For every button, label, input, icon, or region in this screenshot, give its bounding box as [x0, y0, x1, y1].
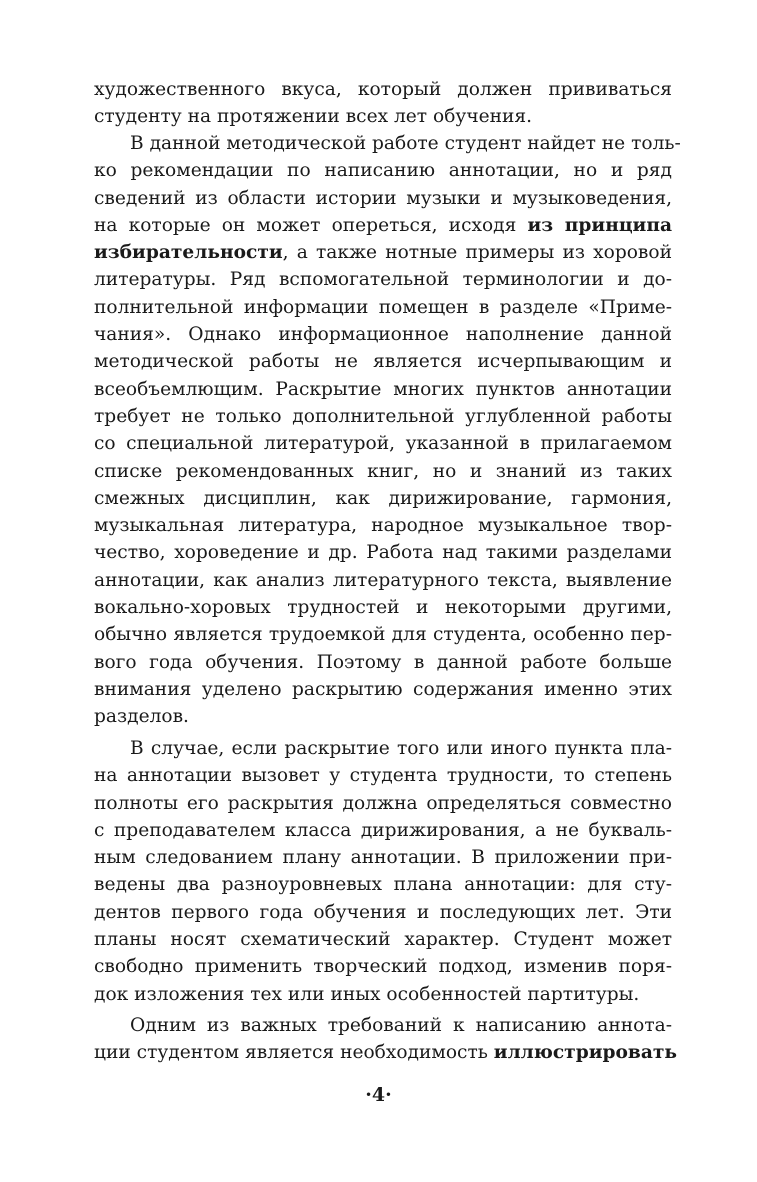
text-line — [94, 294, 672, 321]
text-run: обычно является трудоемкой для студента, особенно пер- — [94, 624, 672, 646]
text-line — [94, 871, 672, 898]
text-line — [94, 1012, 672, 1039]
text-run: студенту на протяжении всех лет обучения. — [94, 106, 533, 128]
text-line — [94, 185, 672, 212]
text-line — [94, 790, 672, 817]
text-line — [94, 817, 672, 844]
text-line — [94, 926, 672, 953]
text-run: полнительной информации помещен в разделе «Приме- — [94, 296, 672, 318]
text-run: с преподавателем класса дирижирования, а не букваль- — [94, 819, 672, 841]
text-run: ции студентом является необходимость — [94, 1042, 494, 1064]
text-run: дентов первого года обучения и последующих лет. Эти — [94, 901, 672, 923]
text-line — [94, 621, 672, 648]
text-line — [94, 899, 672, 926]
text-run: вокально-хоровых трудностей и некоторыми другими, — [94, 597, 672, 619]
text-line — [94, 649, 672, 676]
text-run: разделов. — [94, 706, 189, 728]
text-line — [94, 567, 672, 594]
text-run: музыкальная литература, народное музыкальное твор- — [94, 515, 672, 537]
text-line — [94, 103, 672, 130]
text-line — [94, 157, 672, 184]
text-line — [94, 703, 672, 730]
bold-text: из принципа — [527, 214, 673, 236]
text-run: чество, хороведение и др. Работа над такими разделами — [94, 542, 672, 564]
text-line — [94, 321, 672, 348]
text-line — [94, 762, 672, 789]
text-line — [94, 594, 672, 621]
text-line — [94, 76, 672, 103]
text-line — [94, 239, 672, 266]
text-run: методической работы не является исчерпывающим и — [94, 351, 672, 373]
paragraph — [94, 76, 672, 131]
text-line — [94, 130, 681, 157]
text-run: литературы. Ряд вспомогательной терминологии и до- — [94, 269, 672, 291]
text-run: В случае, если раскрытие того или иного пункта пла- — [130, 738, 672, 759]
text-run: ведены два разноуровневых плана аннотации: для сту- — [94, 874, 672, 896]
text-line — [94, 844, 672, 871]
text-line — [94, 212, 672, 239]
text-run: аннотации, как анализ литературного текста, выявление — [94, 569, 672, 591]
text-line — [94, 676, 672, 703]
text-run: со специальной литературой, указанной в прилагаемом — [94, 433, 672, 455]
text-run: художественного вкуса, который должен прививаться — [94, 79, 672, 100]
text-line — [94, 348, 672, 375]
text-run: свободно применить творческий подход, изменив поря- — [94, 956, 672, 978]
text-run: ным следованием плану аннотации. В приложении при- — [94, 847, 672, 869]
text-line — [94, 981, 672, 1008]
text-run: внимания уделено раскрытию содержания именно этих — [94, 678, 672, 700]
text-line — [94, 735, 672, 762]
text-line — [94, 512, 672, 539]
bold-text: иллюстрировать — [493, 1042, 678, 1064]
bold-text: избирательности — [94, 242, 283, 264]
text-run: Одним из важных требований к написанию аннота- — [130, 1015, 672, 1036]
paragraph — [94, 130, 681, 731]
page-number: ·4· — [365, 1084, 392, 1106]
text-run: на которые он может опереться, исходя — [94, 214, 528, 236]
text-run: сведений из области истории музыки и музыковедения, — [94, 187, 672, 209]
text-line — [94, 403, 672, 430]
text-line — [94, 1039, 678, 1066]
text-line — [94, 485, 672, 512]
text-run: полноты его раскрытия должна определяться совместно — [94, 792, 672, 814]
text-run: планы носят схематический характер. Студент может — [94, 929, 672, 951]
paragraph — [94, 1012, 678, 1067]
text-run: , а также нотные примеры из хоровой — [282, 242, 672, 264]
text-run: всеобъемлющим. Раскрытие многих пунктов аннотации — [94, 378, 672, 400]
text-line — [94, 266, 672, 293]
text-run: док изложения тех или иных особенностей партитуры. — [94, 983, 640, 1005]
text-run: на аннотации вызовет у студента трудности, то степень — [94, 765, 672, 787]
text-line — [94, 539, 672, 566]
text-run: смежных дисциплин, как дирижирование, гармония, — [94, 487, 672, 509]
text-run: вого года обучения. Поэтому в данной работе больше — [94, 651, 672, 673]
text-line — [94, 376, 672, 403]
text-line — [94, 458, 672, 485]
text-run: списке рекомендованных книг, но и знаний из таких — [94, 460, 672, 482]
text-line — [94, 953, 672, 980]
text-run: ко рекомендации по написанию аннотации, но и ряд — [94, 160, 672, 182]
paragraph — [94, 735, 672, 1008]
text-run: требует не только дополнительной углубленной работы — [94, 405, 672, 427]
text-line — [94, 430, 672, 457]
text-run: чания». Однако информационное наполнение данной — [94, 324, 672, 346]
text-run: В данной методической работе студент найдет не толь- — [130, 133, 681, 154]
